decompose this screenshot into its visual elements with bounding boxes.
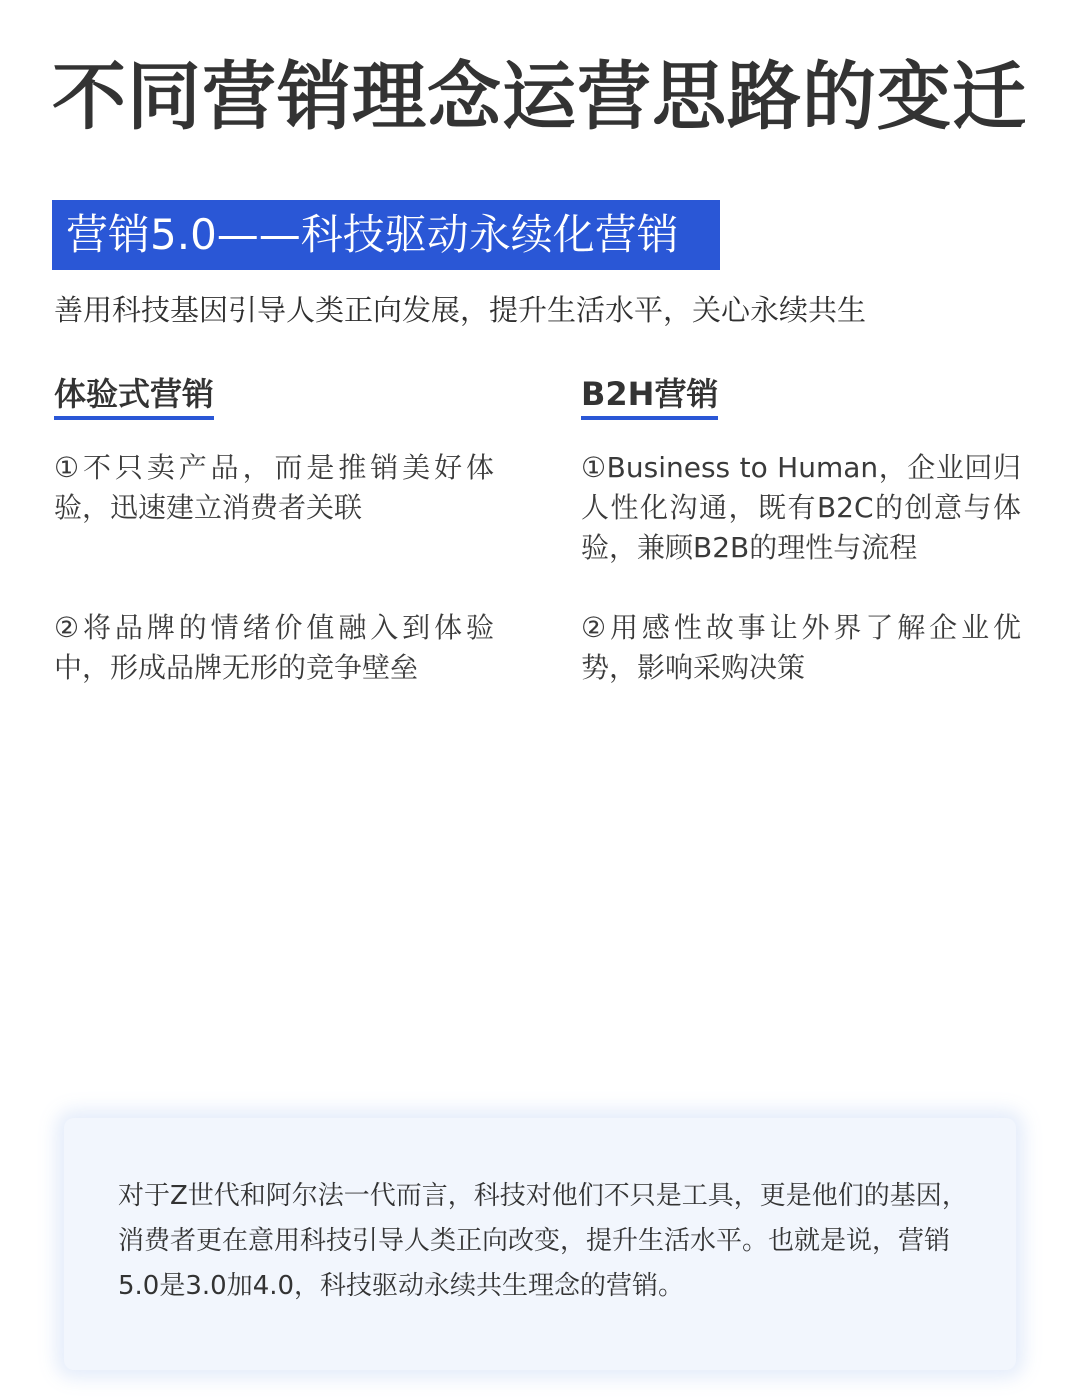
column-heading: B2H营销 — [581, 372, 718, 420]
section-banner: 营销5.0——科技驱动永续化营销 — [52, 200, 720, 270]
summary-box — [64, 1118, 1016, 1370]
page-title: 不同营销理念运营思路的变迁 — [52, 54, 1027, 140]
column-heading: 体验式营销 — [54, 372, 214, 420]
column-point: ②将品牌的情绪价值融入到体验中，形成品牌无形的竞争壁垒 — [54, 611, 494, 684]
summary-text: 对于Z世代和阿尔法一代而言，科技对他们不只是工具，更是他们的基因，消费者更在意用科技引导人类正向改变，提升生活水平。也就是说，营销5.0是3.0加4.0，科技驱动永续共生理念的营销。 — [118, 1181, 968, 1301]
column-point: ②用感性故事让外界了解企业优势，影响采购决策 — [581, 611, 1021, 684]
section-subtitle: 善用科技基因引导人类正向发展，提升生活水平，关心永续共生 — [54, 293, 867, 327]
column-point: ①不只卖产品，而是推销美好体验，迅速建立消费者关联 — [54, 451, 494, 524]
column-experiential-marketing — [54, 372, 494, 684]
column-point: ①Business to Human，企业回归人性化沟通，既有B2C的创意与体验，兼顾B2B的理性与流程 — [581, 451, 1021, 564]
column-b2h-marketing — [581, 372, 1021, 684]
